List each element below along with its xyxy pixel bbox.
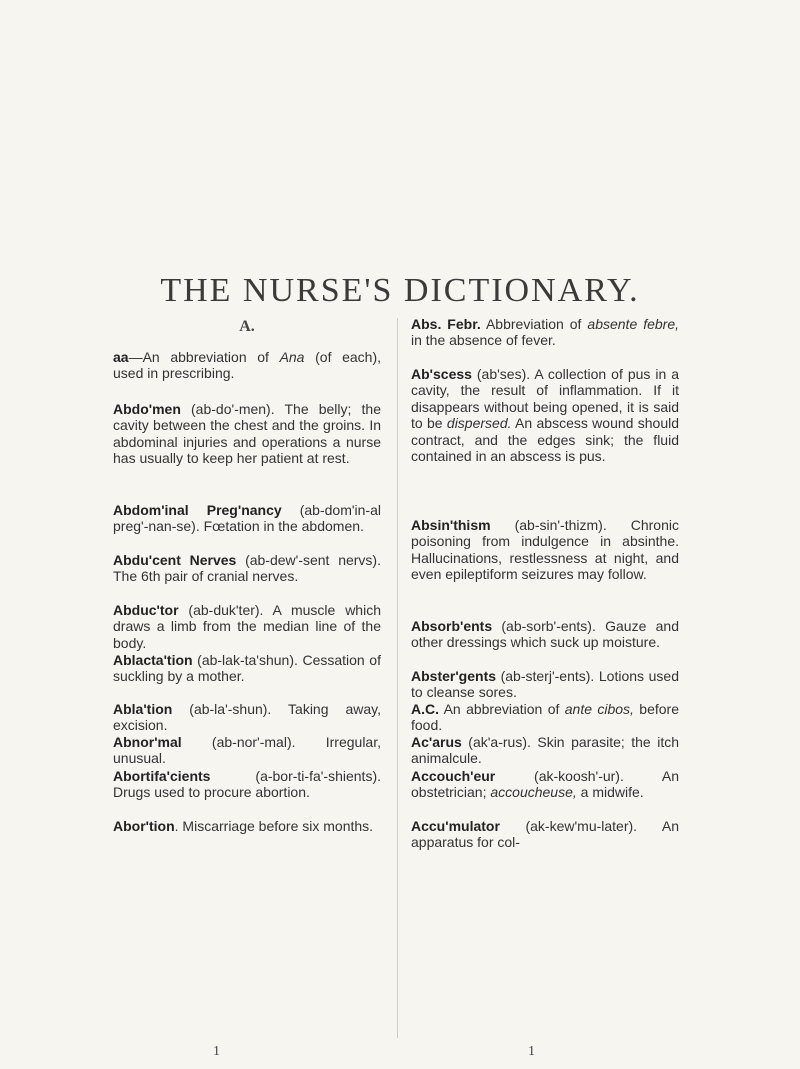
entry: Abdom'inal Preg'nancy (ab-dom'in-al preg'-nan-se). Fœtation in the abdomen. [113,502,381,535]
entry: aa—An abbreviation of Ana (of each), used in prescribing. [113,349,381,382]
entry: Accu'mulator (ak-kew'mu-later). An apparatus for col- [411,818,679,851]
entry: Ac'arus (ak'a-rus). Skin parasite; the itch animalcule. [411,734,679,767]
entry: Accouch'eur (ak-koosh'-ur). An obstetrician; accoucheuse, a midwife. [411,768,679,801]
entry: Absin'thism (ab-sin'-thizm). Chronic poisoning from indulgence in absinthe. Hallucinations, restlessness at night, and even epileptiform seizures may follow. [411,517,679,583]
entry: Absorb'ents (ab-sorb'-ents). Gauze and other dressings which suck up moisture. [411,618,679,651]
entry: Abduc'tor (ab-duk'ter). A muscle which draws a limb from the median line of the body. [113,602,381,651]
column-rule [397,318,398,1038]
entry: Abster'gents (ab-sterj'-ents). Lotions used to cleanse sores. [411,668,679,701]
entry: Ab'scess (ab'ses). A collection of pus in a cavity, the result of inflammation. If it disappears without being opened, it is said to be dispersed. An abscess wound should contract, and the edges sink; the fluid contained in an abscess is pus. [411,366,680,465]
entry: Abdo'men (ab-do'-men). The belly; the cavity between the chest and the groins. In abdominal injuries and operations a nurse has usually to keep her patient at rest. [113,401,381,467]
entry: Abortifa'cients (a-bor-ti-fa'-shients). Drugs used to procure abortion. [113,768,381,801]
entry: Abla'tion (ab-la'-shun). Taking away, excision. [113,701,381,734]
entry: Ablacta'tion (ab-lak-ta'shun). Cessation of suckling by a mother. [113,652,381,685]
page-number-left: 1 [213,1044,220,1059]
page-title: THE NURSE'S DICTIONARY. [160,272,640,309]
page-number-right: 1 [528,1044,535,1059]
entry: Abnor'mal (ab-nor'-mal). Irregular, unusual. [113,734,381,767]
entry: Abor'tion. Miscarriage before six months. [113,818,374,834]
entry: Abdu'cent Nerves (ab-dew'-sent nervs). The 6th pair of cranial nerves. [113,552,381,585]
entry: Abs. Febr. Abbreviation of absente febre, in the absence of fever. [411,316,679,349]
section-letter: A. [239,318,255,335]
entry: A.C. An abbreviation of ante cibos, before food. [411,701,679,734]
